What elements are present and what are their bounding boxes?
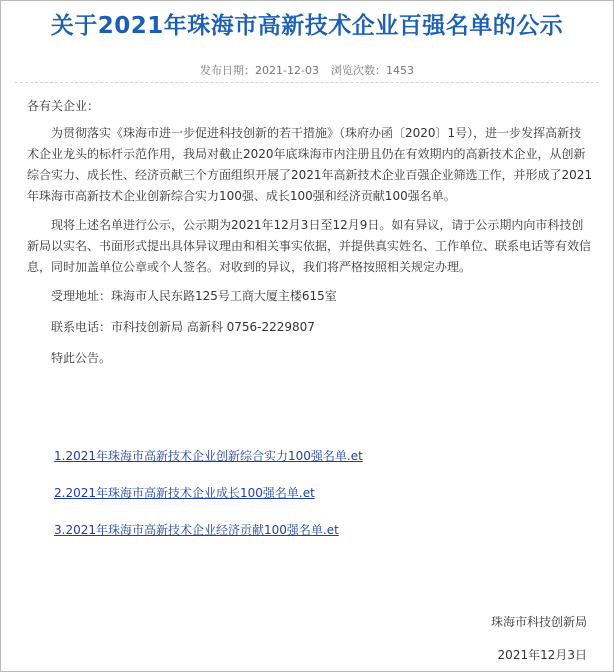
views-label: 浏览次数： [330,64,386,77]
closing-statement: 特此公告。 [51,351,112,365]
signature-date: 2021年12月3日 [497,648,587,662]
attachment-link-growth[interactable]: 2.2021年珠海市高新技术企业成长100强名单.et [54,486,315,500]
contact-phone: 联系电话：市科技创新局 高新科 0756-2229807 [51,320,315,334]
page-title: 关于2021年珠海市高新技术企业百强名单的公示 [50,13,564,39]
article-meta [1,62,613,78]
salutation: 各有关企业： [27,99,100,113]
paragraph-background: 为贯彻落实《珠海市进一步促进科技创新的若干措施》（珠府办函〔2020〕1号），进一步发挥高新技术企业龙头的标杆示范作用，我局对截止2020年底珠海市内注册且仍在有效期内的高新技术企业，从创新综合实力、成长性、经济贡献三个方面组织开展了2021年高新技术企业百强企业筛选工作，并形成了2021年珠海市高新技术企业创新综合实力100强、成长100强和经济贡献100强名单。 [27,126,593,203]
article-body [27,96,593,379]
signature-organization: 珠海市科技创新局 [490,615,587,629]
publish-date: 2021-12-03 [255,64,319,77]
view-count: 1453 [385,64,414,77]
publish-date-label: 发布日期： [200,64,256,77]
attachment-list [54,447,363,558]
attachment-link-economic[interactable]: 3.2021年珠海市高新技术企业经济贡献100强名单.et [54,523,339,537]
meta-divider [15,82,599,83]
contact-address: 受理地址：珠海市人民东路125号工商大厦主楼615室 [51,289,337,303]
paragraph-publicity: 现将上述名单进行公示，公示期为2021年12月3日至12月9日。如有异议，请于公示期内向市科技创新局以实名、书面形式提出具体异议理由和相关事实依据，并提供真实姓名、工作单位、联系电话等有效信息，同时加盖单位公章或个人签名。对收到的异议，我们将严格按照相关规定办理。 [27,218,592,274]
attachment-link-innovation[interactable]: 1.2021年珠海市高新技术企业创新综合实力100强名单.et [54,449,363,463]
